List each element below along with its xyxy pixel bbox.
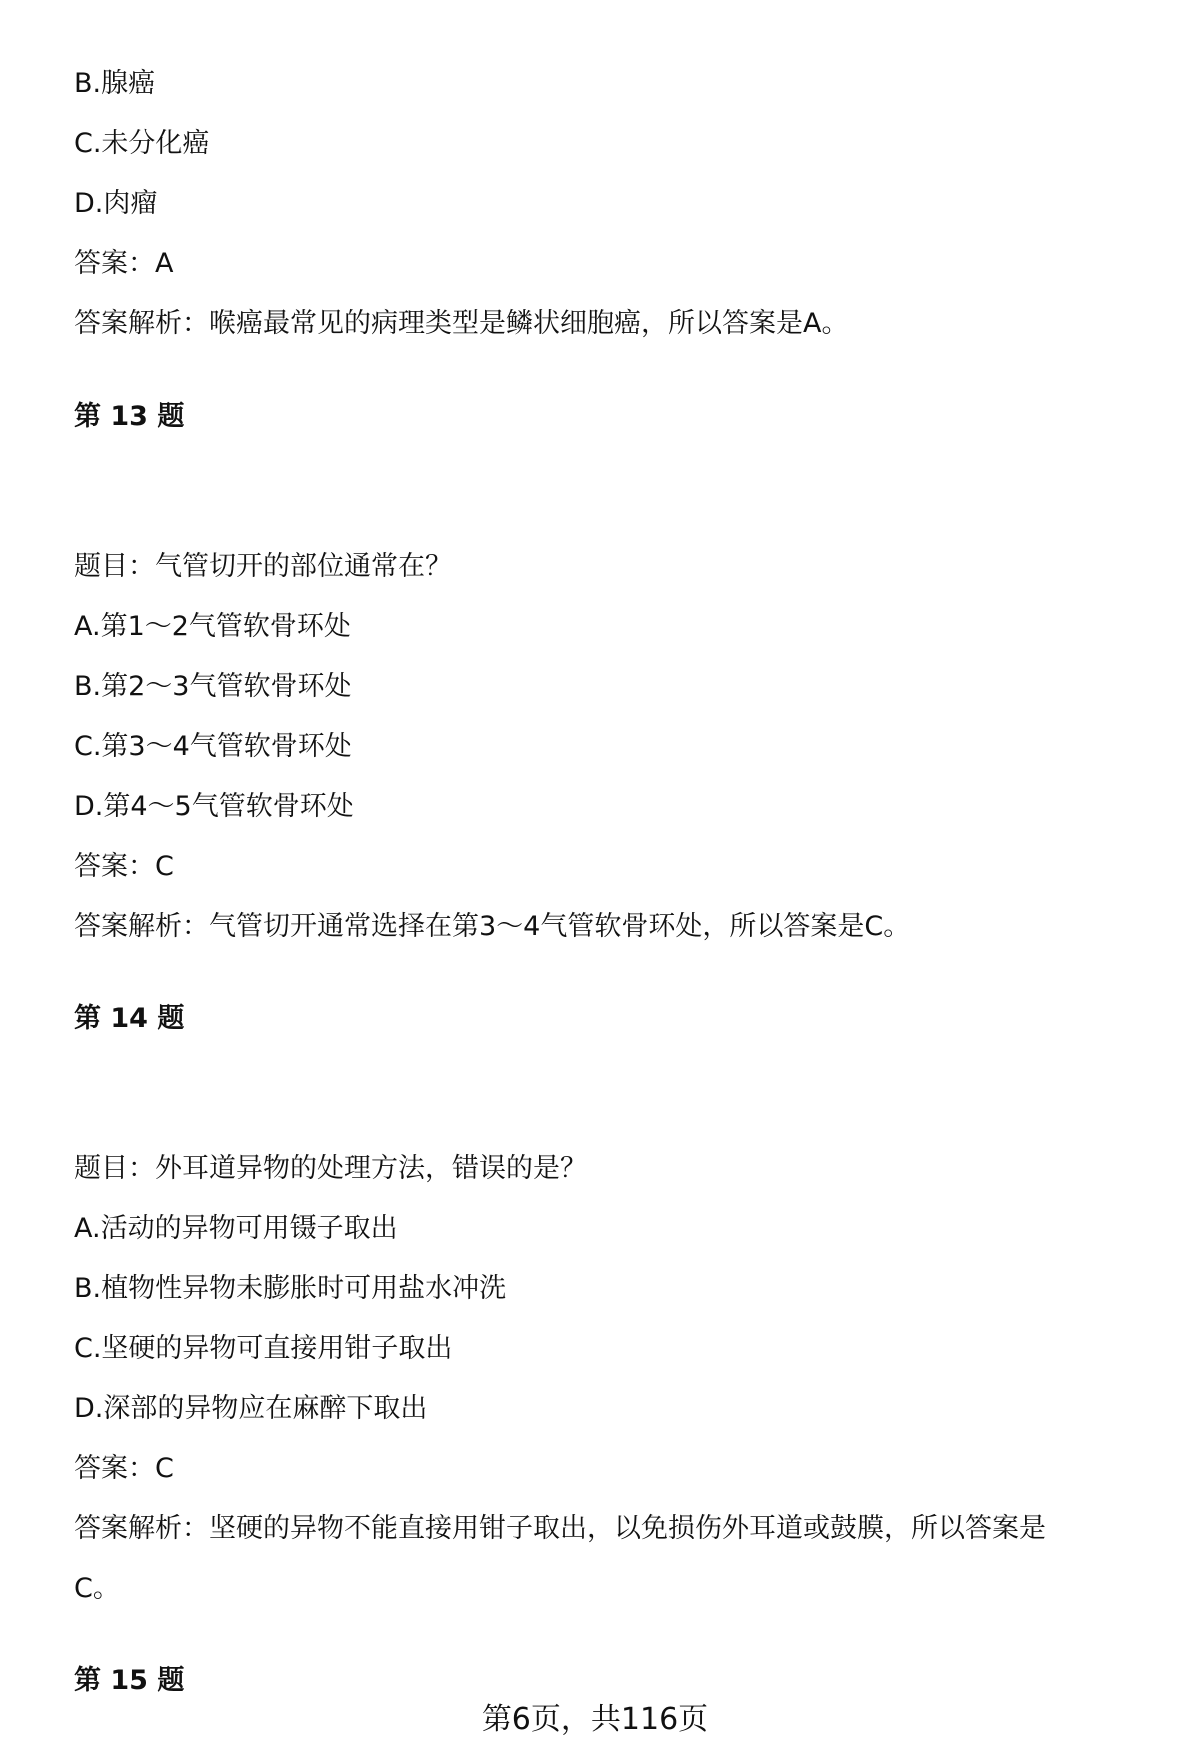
- option-b: B.第2～3气管软骨环处: [74, 671, 352, 702]
- question-heading: 第 15 题: [74, 1665, 185, 1696]
- option-d: D.第4～5气管软骨环处: [74, 791, 354, 822]
- question-heading: 第 13 题: [74, 401, 185, 432]
- option-c: C.第3～4气管软骨环处: [74, 731, 352, 762]
- answer-explanation: 答案解析：气管切开通常选择在第3～4气管软骨环处，所以答案是C。: [74, 911, 911, 942]
- answer: 答案：C: [74, 1453, 174, 1484]
- answer-explanation-continued: C。: [74, 1573, 120, 1604]
- option-d: D.肉瘤: [74, 188, 158, 219]
- option-b: B.植物性异物未膨胀时可用盐水冲洗: [74, 1273, 507, 1304]
- option-c: C.未分化癌: [74, 128, 210, 159]
- option-a: A.第1～2气管软骨环处: [74, 611, 351, 642]
- page-number: 第6页，共116页: [481, 1702, 709, 1737]
- question-text: 题目：气管切开的部位通常在？: [74, 551, 452, 582]
- answer-explanation: 答案解析：坚硬的异物不能直接用钳子取出，以免损伤外耳道或鼓膜，所以答案是: [74, 1513, 1046, 1544]
- option-b: B.腺癌: [74, 68, 156, 99]
- question-text: 题目：外耳道异物的处理方法，错误的是？: [74, 1153, 587, 1184]
- option-d: D.深部的异物应在麻醉下取出: [74, 1393, 428, 1424]
- question-heading: 第 14 题: [74, 1003, 185, 1034]
- answer-explanation: 答案解析：喉癌最常见的病理类型是鳞状细胞癌，所以答案是A。: [74, 308, 849, 339]
- option-c: C.坚硬的异物可直接用钳子取出: [74, 1333, 453, 1364]
- option-a: A.活动的异物可用镊子取出: [74, 1213, 398, 1244]
- answer: 答案：A: [74, 248, 174, 279]
- answer: 答案：C: [74, 851, 174, 882]
